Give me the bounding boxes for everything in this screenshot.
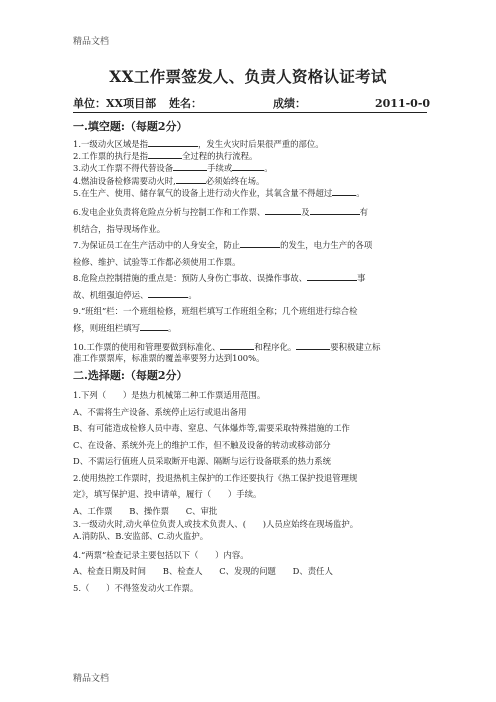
question-fill-4: 4.燃油设备检修需要动火时, 必须始终在场。 <box>73 175 265 186</box>
question-fill-10: 10.工作票的使用和管理要做到标准化、 和程序化。 要积极建立标 准工作票票库，标准票的覆盖率要努力达到100%。 <box>73 342 381 364</box>
question-fill-5: 5.在生产、使用、储存氧气的设备上进行动火作业，其氧含量不得超过 。 <box>73 187 365 198</box>
option-c: C、在设备、系统外壳上的维护工作，但不触及设备的转动或移动部分 <box>73 439 331 450</box>
answer-blank[interactable] <box>232 162 264 171</box>
section-fill-blank-heading: 一.填空题:（每题2分） <box>73 120 188 133</box>
option-a: A、不需将生产设备、系统停止运行或退出备用 <box>73 406 247 417</box>
section-choice-heading: 二.选择题:（每题2分） <box>73 369 188 383</box>
exam-info-line <box>73 95 431 113</box>
question-choice-2: 2.使用热控工作票时，投退热机主保护的工作还要执行《热工保护投退管理规 定》，填写保护退、投申请单，履行（ ）手续。 A、工作票 B、操作票 C、审批 <box>73 470 433 520</box>
answer-blank[interactable] <box>240 239 280 248</box>
options: A、检查日期及时间 B、检查人 C、发现的问题 D、责任人 <box>73 566 333 577</box>
answer-blank[interactable] <box>148 138 198 147</box>
question-fill-8: 8.危险点控制措施的重点是：预防人身伤亡事故、误操作事故、 事 故、机组强迫停运、 。 <box>73 273 366 300</box>
exam-body <box>73 118 433 596</box>
question-fill-1: 1.一级动火区域是指 ，发生火灾时后果很严重的部位。 <box>73 139 324 149</box>
page-header: 精品文档 <box>73 37 110 47</box>
unit-field: 单位：XX项目部 <box>73 97 157 110</box>
options: A、工作票 B、操作票 C、审批 <box>73 505 218 516</box>
answer-blank[interactable] <box>296 341 330 350</box>
question-choice-3: 3.一级动火时,动火单位负责人或技术负责人、( )人员应始终在现场监护。 A.消防队、B.安监部、C.动火监护。 <box>73 519 433 541</box>
option-d: D、不需运行值班人员采取断开电源、隔断与运行设备联系的热力系统 <box>73 456 331 467</box>
date-field: 2011-0-0 <box>375 97 431 110</box>
question-choice-1: 1.下列（ ）是热力机械第二种工作票适用范围。 A、不需将生产设备、系统停止运行或退出备用 B、有可能造成检修人员中毒、窒息、气体爆炸等,需要采取特殊措施的工作 C、在设备、系统外壳上的维护工作，但不触及设备的转动或移动部分 D、不需运行值班人员采取断开电源、隔断与运行设备联系的热力系统 <box>73 387 433 470</box>
score-field: 成绩： <box>273 97 306 110</box>
answer-blank[interactable] <box>265 206 301 215</box>
page-footer: 精品文档 <box>73 674 110 684</box>
question-fill-9: 9.“班组”栏：一个班组检修，班组栏填写工作班组全称；几个班组进行综合检 修，则班组栏填写 。 <box>73 306 358 333</box>
answer-blank[interactable] <box>148 289 188 298</box>
answer-blank[interactable] <box>176 175 206 184</box>
question-choice-5: 5.（ ）不得签发动火工作票。 <box>73 582 199 593</box>
answer-blank[interactable] <box>332 187 356 196</box>
answer-blank[interactable] <box>220 341 254 350</box>
name-field: 姓名： <box>169 97 202 110</box>
answer-blank[interactable] <box>173 162 207 171</box>
answer-blank[interactable] <box>148 150 182 159</box>
question-fill-6: 6.发电企业负责将危险点分析与控制工作和工作票、 及 有 机结合，指导现场作业。 <box>73 207 368 234</box>
answer-blank[interactable] <box>307 272 357 281</box>
question-fill-3: 3.动火工作票不得代替设备 手续或 。 <box>73 163 273 174</box>
answer-blank[interactable] <box>140 322 168 331</box>
options: A.消防队、B.安监部、C.动火监护。 <box>73 530 209 541</box>
question-choice-4: 4.“两票”检查记录主要包括以下（ ）内容。 A、检查日期及时间 B、检查人 C、发现的问题 D、责任人 <box>73 547 433 580</box>
answer-blank[interactable] <box>310 206 360 215</box>
question-fill-2: 2.工作票的执行是指 全过程的执行流程。 <box>73 151 258 162</box>
question-fill-7: 7.为保证员工在生产活动中的人身安全，防止 的发生，电力生产的各项 检修、维护、试验等工作都必须使用工作票。 <box>73 240 373 267</box>
option-b: B、有可能造成检修人员中毒、窒息、气体爆炸等,需要采取特殊措施的工作 <box>73 423 350 434</box>
exam-title: XX工作票签发人、负责人资格认证考试 <box>109 67 387 86</box>
